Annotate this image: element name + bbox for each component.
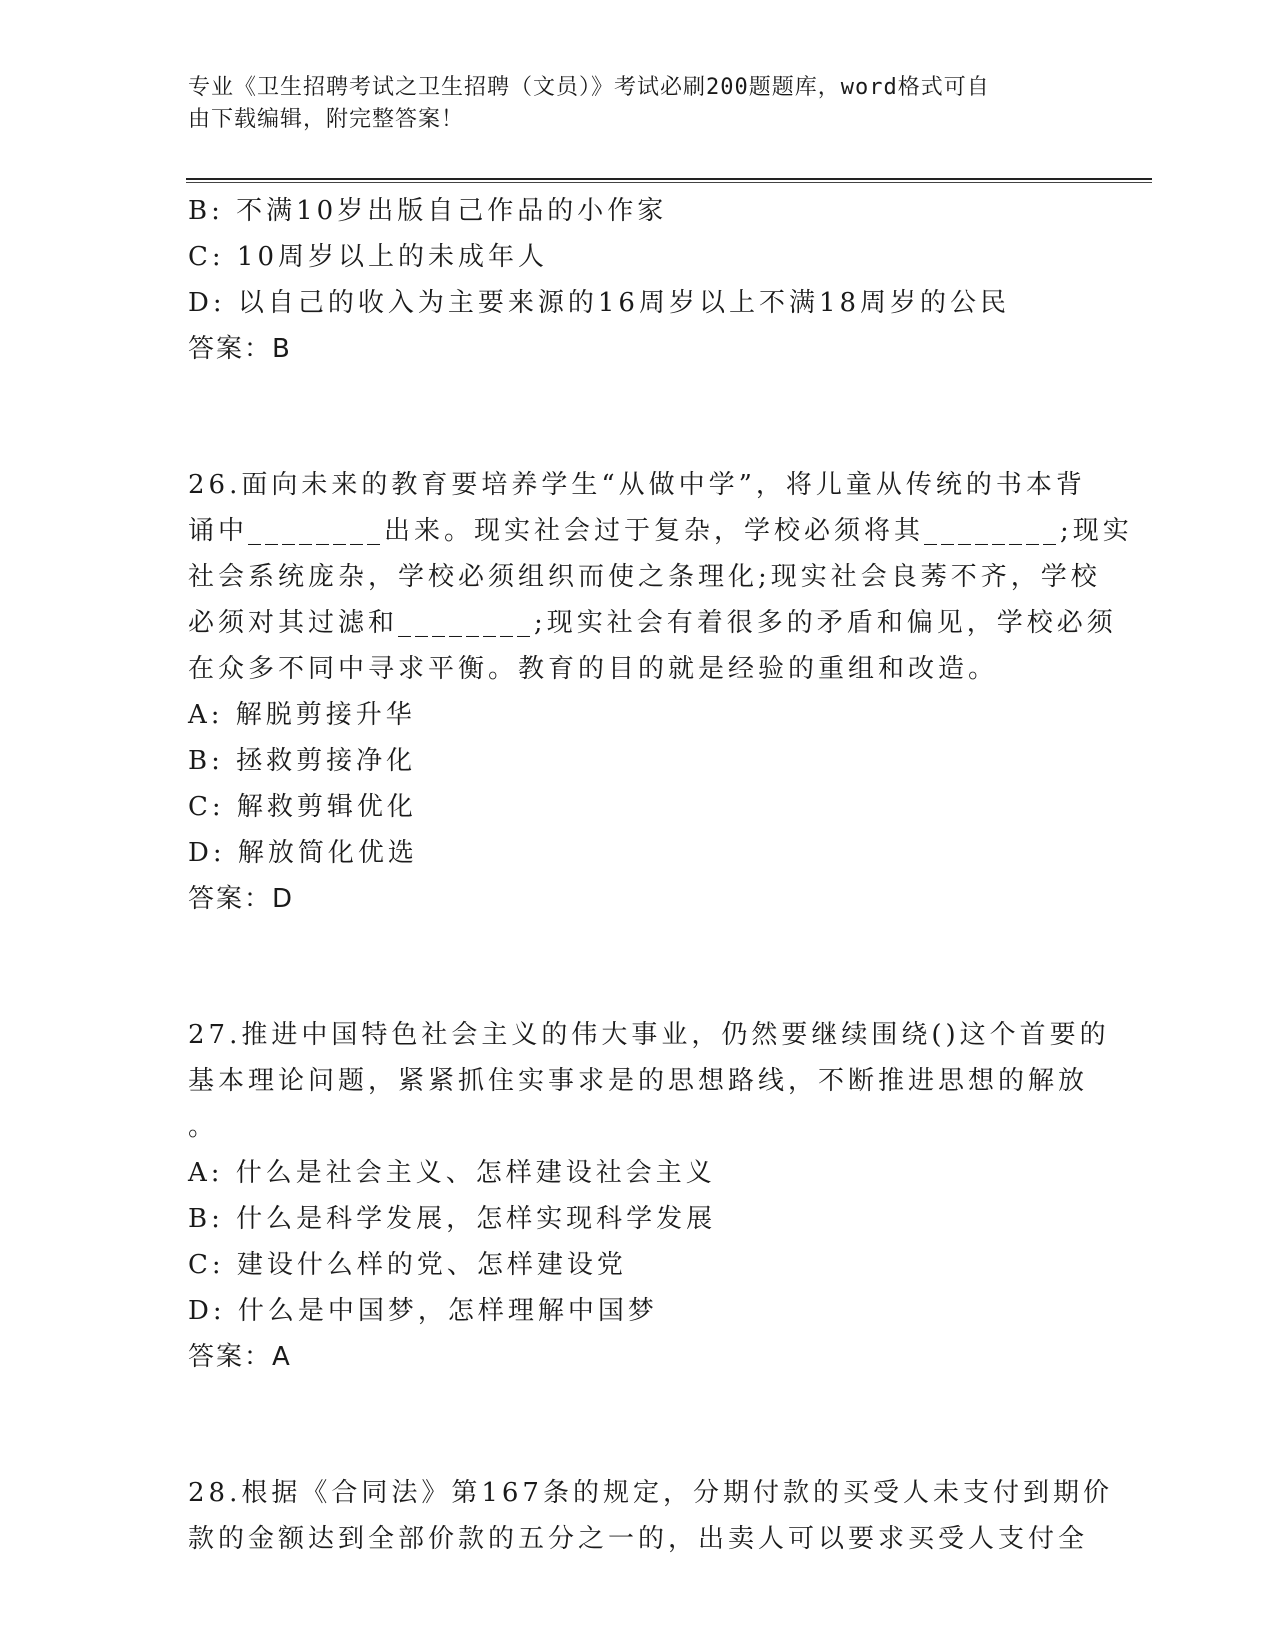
question-26 (188, 462, 1133, 922)
q28-stem-line-2: 款的金额达到全部价款的五分之一的，出卖人可以要求买受人支付全 (188, 1524, 1089, 1554)
question-27 (188, 1012, 1110, 1380)
q25-option-d: D: 以自己的收入为主要来源的16周岁以上不满18周岁的公民 (188, 288, 1011, 318)
q26-stem-line-3: 社会系统庞杂，学校必须组织而使之条理化;现实社会良莠不齐，学校 (188, 562, 1101, 592)
q27-stem-line-1: 27.推进中国特色社会主义的伟大事业，仍然要继续围绕()这个首要的 (188, 1020, 1110, 1050)
q25-answer: 答案：B (188, 334, 292, 364)
q26-stem (188, 462, 1133, 692)
q26-stem-line-2: 诵中________出来。现实社会过于复杂，学校必须将其________;现实 (188, 516, 1133, 546)
spacer (188, 372, 1078, 462)
q27-stem-line-3: 。 (188, 1112, 219, 1142)
q25-option-c: C: 10周岁以上的未成年人 (188, 242, 549, 272)
header-divider (186, 178, 1152, 180)
q27-answer: 答案：A (188, 1342, 292, 1372)
q27-option-b: B: 什么是科学发展，怎样实现科学发展 (188, 1204, 717, 1234)
q26-stem-line-4: 必须对其过滤和________;现实社会有着很多的矛盾和偏见，学校必须 (188, 608, 1117, 638)
spacer (188, 922, 1078, 1012)
q28-stem (188, 1470, 1113, 1562)
q26-option-c: C: 解救剪辑优化 (188, 792, 417, 822)
spacer (188, 1380, 1078, 1470)
q27-option-a: A: 什么是社会主义、怎样建设社会主义 (188, 1158, 716, 1188)
question-25 (188, 188, 1078, 372)
q27-stem-line-2: 基本理论问题，紧紧抓住实事求是的思想路线，不断推进思想的解放 (188, 1066, 1089, 1096)
q26-stem-line-1: 26.面向未来的教育要培养学生“从做中学”，将儿童从传统的书本背 (188, 470, 1086, 500)
q27-stem (188, 1012, 1110, 1150)
page-header (188, 72, 1068, 136)
q26-option-d: D: 解放简化优选 (188, 838, 418, 868)
header-line-2: 由下载编辑，附完整答案！ (188, 107, 465, 132)
q25-option-b: B: 不满10岁出版自己作品的小作家 (188, 196, 668, 226)
exam-content (188, 188, 1133, 1562)
q26-option-a: A: 解脱剪接升华 (188, 700, 416, 730)
q27-option-d: D: 什么是中国梦，怎样理解中国梦 (188, 1296, 658, 1326)
q27-option-c: C: 建设什么样的党、怎样建设党 (188, 1250, 627, 1280)
header-line-1: 专业《卫生招聘考试之卫生招聘（文员）》考试必刷200题题库，word格式可自 (188, 75, 990, 100)
q28-stem-line-1: 28.根据《合同法》第167条的规定，分期付款的买受人未支付到期价 (188, 1478, 1113, 1508)
question-28 (188, 1470, 1113, 1562)
header-divider-thin (186, 182, 1152, 183)
q26-option-b: B: 拯救剪接净化 (188, 746, 417, 776)
q26-stem-line-5: 在众多不同中寻求平衡。教育的目的就是经验的重组和改造。 (188, 654, 999, 684)
q26-answer: 答案：D (188, 884, 295, 914)
